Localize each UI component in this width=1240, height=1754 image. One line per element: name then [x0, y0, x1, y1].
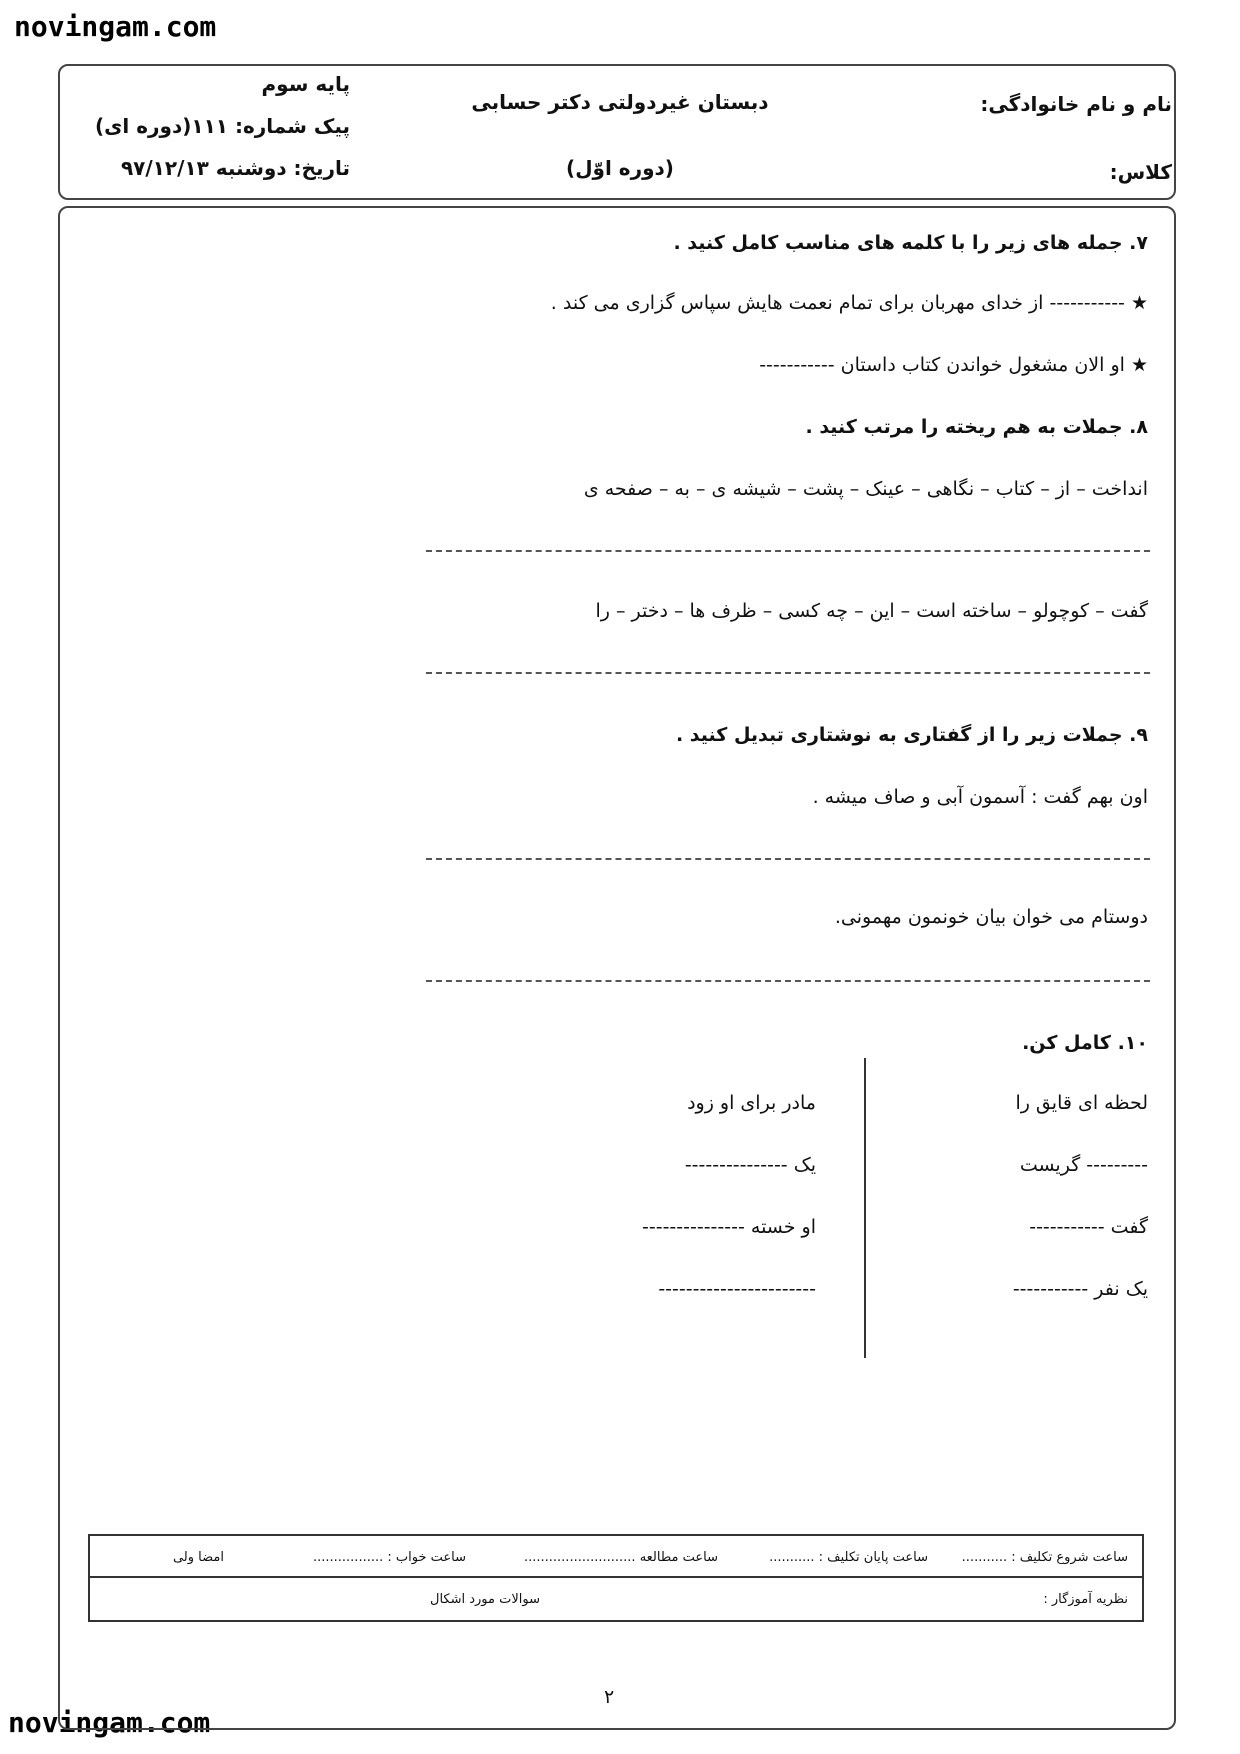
q10-right-line-1: لحظه ای قایق را — [1015, 1092, 1148, 1114]
footer-study-time: ساعت مطالعه ........................... — [523, 1550, 718, 1565]
period-label: (دوره اوّل) — [566, 156, 674, 180]
footer-end-time: ساعت پایان تکلیف : ........... — [769, 1550, 928, 1565]
q9-answer-line-1 — [426, 858, 1150, 860]
class-label: کلاس: — [1109, 160, 1172, 184]
q10-right-line-3: گفت ----------- — [1029, 1216, 1148, 1238]
grade-label: پایه سوم — [261, 72, 350, 96]
q7-title: ۷. جمله های زیر را با کلمه های مناسب کامل کنید . — [673, 232, 1148, 254]
q9-sentence-1: اون بهم گفت : آسمون آبی و صاف میشه . — [812, 786, 1148, 808]
q10-right-line-4: یک نفر ----------- — [1012, 1278, 1148, 1300]
q8-title: ۸. جملات به هم ریخته را مرتب کنید . — [805, 416, 1148, 438]
q10-divider — [864, 1058, 866, 1358]
footer-problem-questions: سوالات مورد اشکال — [430, 1592, 540, 1607]
q9-sentence-2: دوستام می خوان بیان خونمون مهمونی. — [834, 906, 1148, 928]
footer-sleep-time: ساعت خواب : ................. — [312, 1550, 466, 1565]
footer-box — [88, 1534, 1144, 1622]
q8-answer-line-1 — [426, 550, 1150, 552]
q9-answer-line-2 — [426, 980, 1150, 982]
watermark-top: novingam.com — [14, 10, 217, 43]
watermark-bottom: novingam.com — [8, 1706, 211, 1739]
footer-parent-signature: امضا ولی — [172, 1550, 224, 1565]
q8-answer-line-2 — [426, 672, 1150, 674]
date-label: تاریخ: دوشنبه ۹۷/۱۲/۱۳ — [120, 156, 350, 180]
q10-left-line-4: ----------------------- — [658, 1278, 816, 1300]
q7-sentence-1: ★ ----------- از خدای مهربان برای تمام نعمت هایش سپاس گزاری می کند . — [550, 292, 1148, 314]
q8-sentence-1: انداخت – از – کتاب – نگاهی – عینک – پشت – شیشه ی – به – صفحه ی — [583, 478, 1148, 500]
q7-sentence-2: ★ او الان مشغول خواندن کتاب داستان ----------- — [759, 354, 1148, 376]
q10-left-line-2: یک --------------- — [684, 1154, 816, 1176]
school-name: دبستان غیردولتی دکتر حسابی — [471, 90, 769, 114]
footer-teacher-comment: نظریه آموزگار : — [1043, 1592, 1128, 1607]
q10-title: ۱۰. کامل کن. — [1022, 1032, 1148, 1054]
page-number: ۲ — [604, 1686, 615, 1708]
q8-sentence-2: گفت – کوچولو – ساخته است – این – چه کسی – ظرف ها – دختر – را — [595, 600, 1148, 622]
q9-title: ۹. جملات زیر را از گفتاری به نوشتاری تبدیل کنید . — [675, 724, 1148, 746]
q10-right-line-2: --------- گریست — [1019, 1154, 1148, 1176]
peyk-number: پیک شماره: ۱۱۱(دوره ای) — [94, 114, 350, 138]
footer-start-time: ساعت شروع تکلیف : ........... — [961, 1550, 1128, 1565]
q10-left-line-3: او خسته --------------- — [642, 1216, 816, 1238]
name-label: نام و نام خانوادگی: — [980, 92, 1172, 116]
q10-left-line-1: مادر برای او زود — [687, 1092, 816, 1114]
